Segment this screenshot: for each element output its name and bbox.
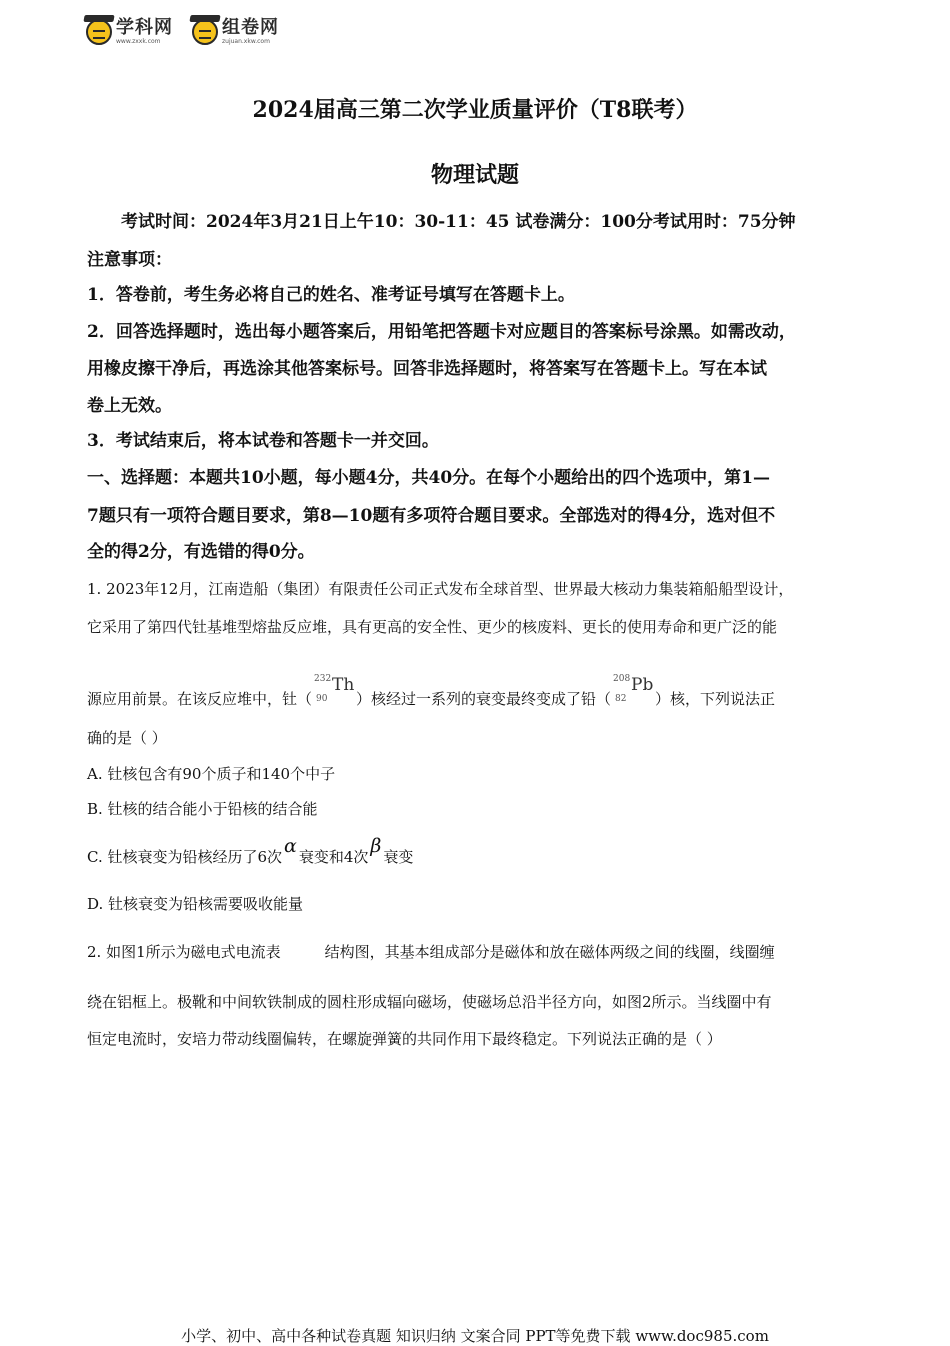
q1-line-3-part-a: 源应用前景。在该反应堆中，钍（	[87, 690, 313, 708]
q2-line-2: 绕在铝框上。极靴和中间软铁制成的圆柱形成辐向磁场，使磁场总沿半径方向，如图2所示。当线圈中有	[87, 993, 772, 1011]
q1-option-c-part-c: 衰变	[383, 848, 414, 866]
lead-mass-number: 208	[613, 674, 631, 684]
section-1-line-3: 全的得2分，有选错的得0分。	[87, 542, 315, 562]
logo-url: www.zxxk.com	[116, 38, 161, 45]
q1-option-b: B. 钍核的结合能小于铅核的结合能	[87, 800, 318, 818]
lead-symbol: Pb	[631, 675, 654, 695]
zujuanwang-logo	[192, 14, 279, 50]
q1-line-3	[87, 676, 877, 710]
lead-isotope	[611, 676, 655, 706]
thorium-mass-number: 232	[314, 674, 332, 684]
q1-line-3-part-c: ）核，下列说法正	[655, 690, 776, 708]
logo-url: zujuan.xkw.com	[222, 38, 270, 45]
beta-symbol: β	[370, 835, 382, 857]
page-subtitle: 物理试题	[430, 162, 519, 188]
note-2-line-1: 2．回答选择题时，选出每小题答案后，用铅笔把答题卡对应题目的答案标号涂黑。如需改动，	[87, 322, 796, 342]
xuekewang-logo	[86, 14, 173, 50]
q1-line-3-part-b: ）核经过一系列的衰变最终变成了铅（	[356, 690, 612, 708]
q1-option-c-part-b: 衰变和4次	[298, 848, 369, 866]
logo-name: 组卷网	[222, 17, 279, 38]
q2-line-1-part-a: 2. 如图1所示为磁电式电流表	[87, 943, 281, 961]
thorium-atomic-number: 90	[316, 694, 328, 704]
note-2-line-2: 用橡皮擦干净后，再选涂其他答案标号。回答非选择题时，将答案写在答题卡上。写在本试	[87, 359, 767, 379]
q2-line-3: 恒定电流时，安培力带动线圈偏转，在螺旋弹簧的共同作用下最终稳定。下列说法正确的是（ ）	[87, 1030, 722, 1048]
section-1-line-2: 7题只有一项符合题目要求，第8—10题有多项符合题目要求。全部选对的得4分，选对但不	[87, 506, 776, 526]
q2-line-1	[87, 941, 877, 963]
logo-name: 学科网	[116, 17, 173, 38]
alpha-symbol: α	[284, 835, 297, 857]
q1-line-2: 它采用了第四代钍基堆型熔盐反应堆，具有更高的安全性、更少的核废料、更长的使用寿命和更广泛的能	[87, 618, 778, 636]
q1-option-c	[87, 835, 877, 868]
exam-info: 考试时间：2024年3月21日上午10：30-11：45 试卷满分：100分考试用时：75分钟	[121, 212, 796, 232]
q2-line-1-part-b: 结构图，其基本组成部分是磁体和放在磁体两级之间的线圈，线圈缠	[324, 943, 775, 961]
note-1: 1．答卷前，考生务必将自己的姓名、准考证号填写在答题卡上。	[87, 285, 575, 305]
q1-option-d: D. 钍核衰变为铅核需要吸收能量	[87, 895, 304, 913]
section-1-line-1: 一、选择题：本题共10小题，每小题4分，共40分。在每个小题给出的四个选项中，第1—	[87, 468, 770, 488]
q1-line-1: 1. 2023年12月，江南造船（集团）有限责任公司正式发布全球首型、世界最大核动力集装箱船船型设计，	[87, 580, 794, 598]
q1-option-c-part-a: C. 钍核衰变为铅核经历了6次	[87, 848, 283, 866]
q1-option-a: A. 钍核包含有90个质子和140个中子	[87, 765, 336, 783]
mascot-icon	[192, 19, 218, 45]
mascot-icon	[86, 19, 112, 45]
notes-heading: 注意事项：	[87, 250, 172, 270]
lead-atomic-number: 82	[615, 694, 627, 704]
q1-line-4: 确的是（ ）	[87, 729, 167, 747]
footer-text: 小学、初中、高中各种试卷真题 知识归纳 文案合同 PPT等免费下载 www.doc985.com	[181, 1327, 769, 1345]
note-3: 3．考试结束后，将本试卷和答题卡一并交回。	[87, 431, 439, 451]
note-2-line-3: 卷上无效。	[87, 396, 172, 416]
page-title: 2024届高三第二次学业质量评价（T8联考）	[252, 97, 698, 123]
thorium-symbol: Th	[332, 675, 355, 695]
thorium-isotope	[312, 676, 356, 706]
